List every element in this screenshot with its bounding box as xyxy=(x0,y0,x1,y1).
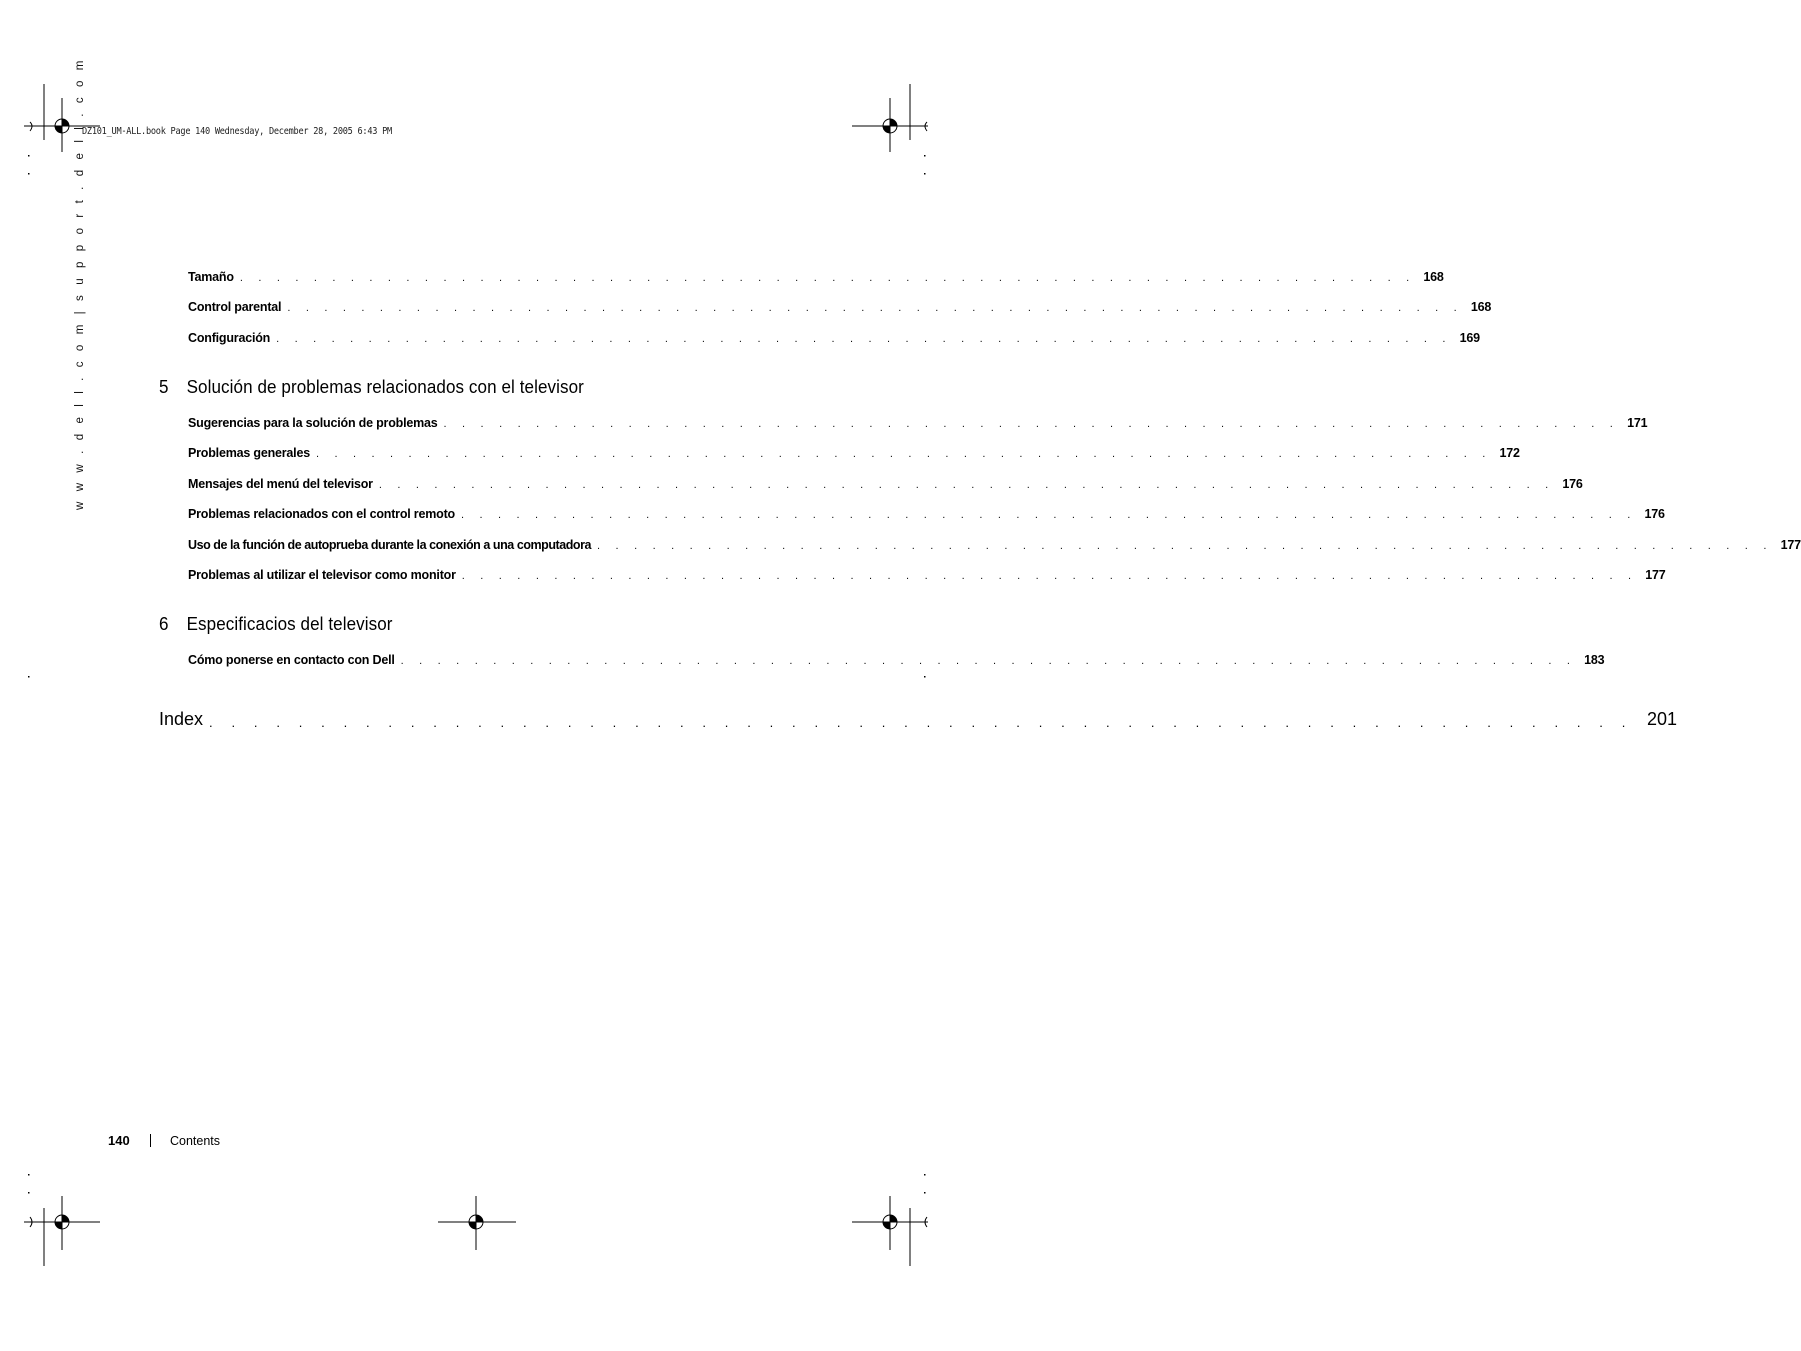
chapter-heading[interactable] xyxy=(159,376,584,398)
toc-entry-title: Tamaño xyxy=(188,270,234,284)
toc-entry-page: 183 xyxy=(1584,653,1605,667)
toc-entry-page: 177 xyxy=(1645,568,1666,582)
chapter-heading[interactable] xyxy=(159,613,393,635)
toc-entry-title: Control parental xyxy=(188,300,282,314)
toc-entry[interactable] xyxy=(188,327,1480,345)
chapter-title: Solución de problemas relacionados con el televisor xyxy=(186,376,584,397)
toc-entry[interactable] xyxy=(188,266,1444,284)
toc-entry-title: Cómo ponerse en contacto con Dell xyxy=(188,653,395,667)
toc-entry[interactable] xyxy=(188,442,1520,460)
leader-dots: . . . . . . . . . . . . . . . . . . . . . . . . . . . . . . . . . . . . . . . . . . . . . . . . . . . . . . . . . . . . . . . . xyxy=(287,302,1463,314)
leader-dots: . . . . . . . . . . . . . . . . . . . . . . . . . . . . . . . . . . . . . . . . . . . . . . . . . . . . . . . . . . . . . . . . xyxy=(443,418,1620,430)
toc-entry-page: 171 xyxy=(1627,416,1648,430)
toc-entry-page: 168 xyxy=(1470,300,1492,314)
chapter-number: 6 xyxy=(159,613,169,634)
toc-entry[interactable] xyxy=(188,412,1648,430)
footer-section: Contents xyxy=(170,1134,221,1148)
leader-dots: . . . . . . . . . . . . . . . . . . . . . . . . . . . . . . . . . . . . . . . . . . . . . . . . . . . . . . . . . . . . . . . . xyxy=(461,570,1638,582)
toc-entry[interactable] xyxy=(188,649,1605,667)
toc-entry-title: Sugerencias para la solución de problemas xyxy=(188,416,438,430)
leader-dots: . . . . . . . . . . . . . . . . . . . . . . . . . . . . . . . . . . . . . . . . . . . . . . . . . . . . . . . . . . . . . . . . xyxy=(597,540,1773,552)
footer-divider xyxy=(150,1134,151,1147)
leader-dots: . . . . . . . . . . . . . . . . . . . . . . . . . . . . . . . . . . . . . . . . . . . . . . . . . . . . . . . . . . . . . . . . xyxy=(276,333,1452,345)
chapter-number: 5 xyxy=(159,376,169,397)
leader-dots: . . . . . . . . . . . . . . . . . . . . . . . . . . . . . . . . . . . . . . . . . . . . . . . . . . . . . . . . . . . . . . . . xyxy=(378,479,1555,491)
leader-dots: . . . . . . . . . . . . . . . . . . . . . . . . . . . . . . . . . . . . . . . . . . . . . . . . . . . . . . . . . . . . . . . . xyxy=(209,715,1633,730)
leader-dots: . . . . . . . . . . . . . . . . . . . . . . . . . . . . . . . . . . . . . . . . . . . . . . . . . . . . . . . . . . . . . . . . xyxy=(460,509,1637,521)
toc-entry-page: 172 xyxy=(1499,446,1520,460)
toc-entry[interactable] xyxy=(188,503,1665,521)
toc-entry[interactable] xyxy=(188,534,1801,552)
side-url: w w w . d e l l . c o m | s u p p o r t . d e l l . c o m xyxy=(74,57,86,510)
index-title: Index xyxy=(159,709,204,729)
toc-entry-title: Uso de la función de autoprueba durante la conexión a una computadora xyxy=(188,538,592,552)
toc-entry-title: Problemas al utilizar el televisor como monitor xyxy=(188,568,456,582)
leader-dots: . . . . . . . . . . . . . . . . . . . . . . . . . . . . . . . . . . . . . . . . . . . . . . . . . . . . . . . . . . . . . . . . xyxy=(239,272,1416,284)
leader-dots: . . . . . . . . . . . . . . . . . . . . . . . . . . . . . . . . . . . . . . . . . . . . . . . . . . . . . . . . . . . . . . . . xyxy=(400,655,1577,667)
toc-entry-page: 168 xyxy=(1423,270,1444,284)
toc-entry-page: 176 xyxy=(1644,507,1665,521)
toc-entry[interactable] xyxy=(188,564,1666,582)
chapter-title: Especificacios del televisor xyxy=(186,613,393,634)
toc-entry-page: 169 xyxy=(1459,331,1480,345)
toc-entry[interactable] xyxy=(188,296,1492,314)
toc-entry-title: Problemas relacionados con el control remoto xyxy=(188,507,455,521)
toc-entry[interactable] xyxy=(188,473,1583,491)
footer-page-number: 140 xyxy=(108,1133,130,1148)
toc-entry-title: Problemas generales xyxy=(188,446,310,460)
toc-entry-title: Mensajes del menú del televisor xyxy=(188,477,373,491)
toc-entry-page: 177 xyxy=(1780,538,1801,552)
toc-entry-title: Configuración xyxy=(188,331,271,345)
toc-index-entry[interactable] xyxy=(159,706,1677,730)
toc-entry-page: 176 xyxy=(1562,477,1583,491)
leader-dots: . . . . . . . . . . . . . . . . . . . . . . . . . . . . . . . . . . . . . . . . . . . . . . . . . . . . . . . . . . . . . . . . xyxy=(315,448,1492,460)
index-page: 201 xyxy=(1646,709,1677,729)
print-header: DZ101_UM-ALL.book Page 140 Wednesday, December 28, 2005 6:43 PM xyxy=(82,126,392,137)
